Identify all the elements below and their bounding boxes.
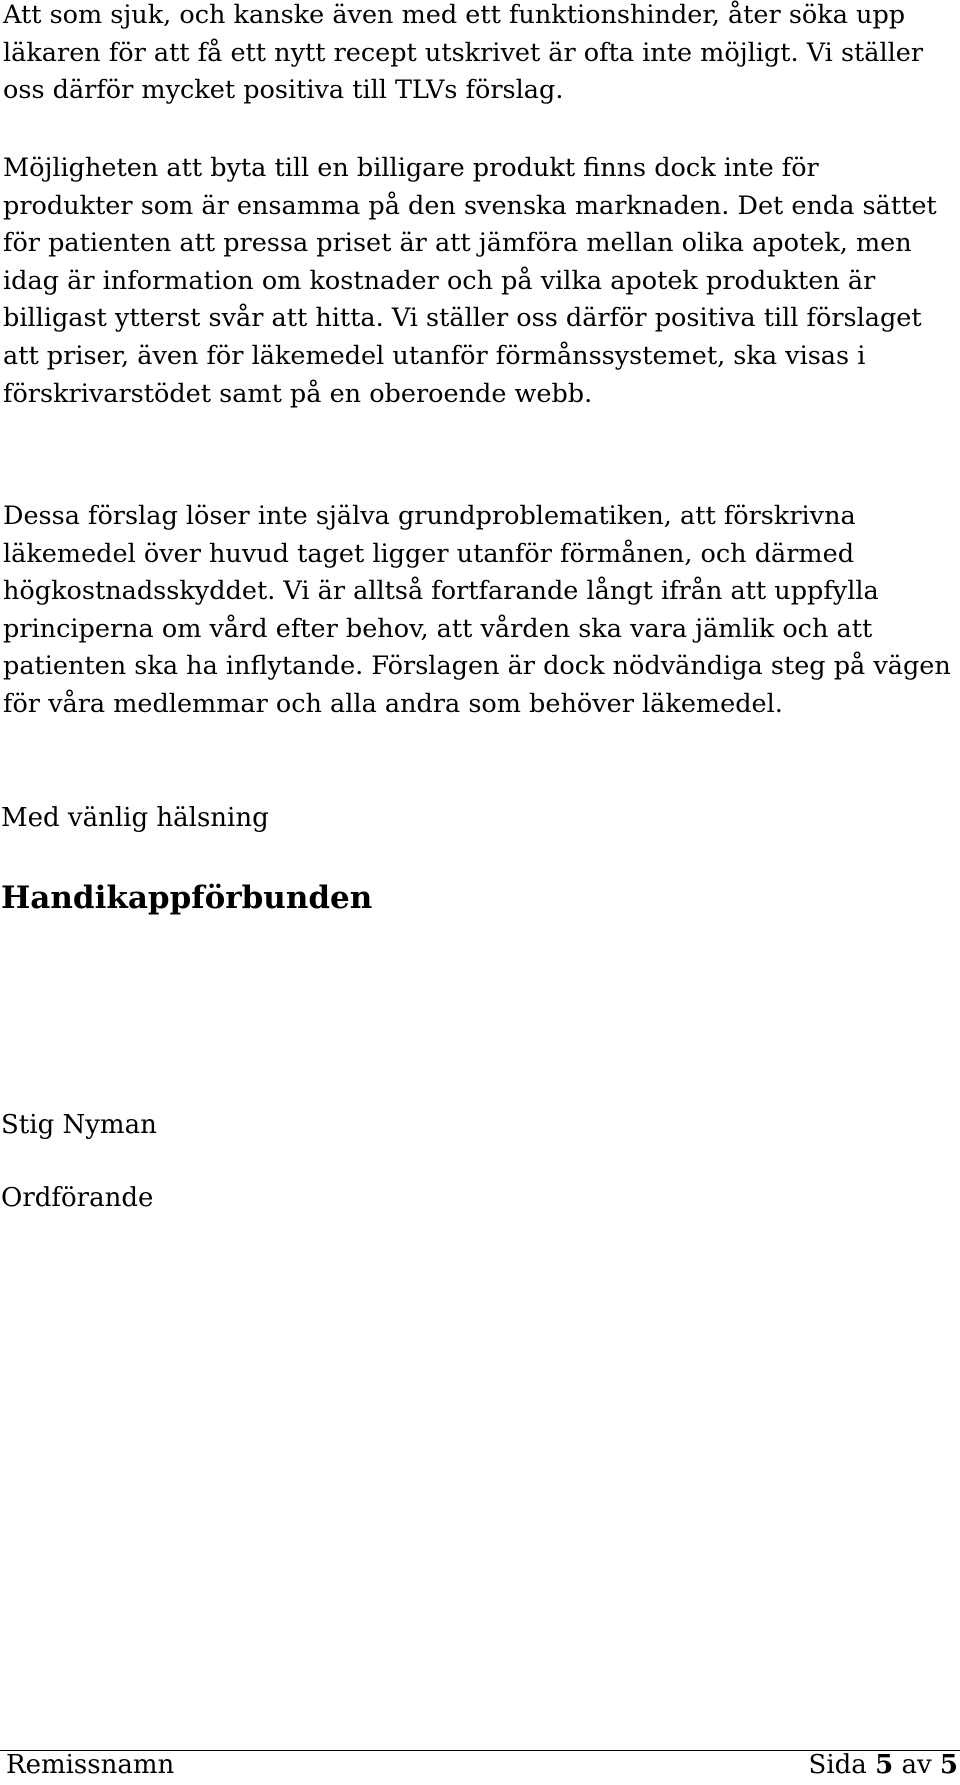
footer-page-number [809,1750,958,1780]
signer-name: Stig Nyman [1,1110,157,1140]
page-label: Sida [808,1750,867,1780]
organization-name: Handikappförbunden [1,880,373,916]
page-of-label: av [901,1750,932,1780]
paragraph-prescription: Att som sjuk, och kanske även med ett funktionshinder, åter söka upp läkaren för att få ett nytt recept utskrivet är ofta inte möjligt. Vi ställer oss därför mycket positiva till TLVs förslag. [3,0,924,106]
footer-document-name: Remissnamn [6,1750,175,1780]
signer-title: Ordförande [1,1183,154,1213]
closing-greeting: Med vänlig hälsning [1,803,269,833]
paragraph-core-problem: Dessa förslag löser inte själva grundproblematiken, att förskrivna läkemedel över huvud taget ligger utanför förmånen, och därmed högkostnadsskyddet. Vi är alltså fortfarande långt ifrån att uppfylla principerna om vård efter behov, att vården ska vara jämlik och att patienten ska ha inflytande. Förslagen är dock nödvändiga steg på vägen för våra medlemmar och alla andra som behöver läkemedel. [3,501,951,719]
page-total: 5 [939,1750,958,1780]
page-current: 5 [875,1750,894,1780]
paragraph-price-comparison: Möjligheten att byta till en billigare produkt finns dock inte för produkter som är ensamma på den svenska marknaden. Det enda sättet för patienten att pressa priset är att jämföra mellan olika apotek, men idag är information om kostnader och på vilka apotek produkten är billigast ytterst svår att hitta. Vi ställer oss därför positiva till förslaget att priser, även för läkemedel utanför förmånssystemet, ska visas i förskrivarstödet samt på en oberoende webb. [3,153,937,409]
